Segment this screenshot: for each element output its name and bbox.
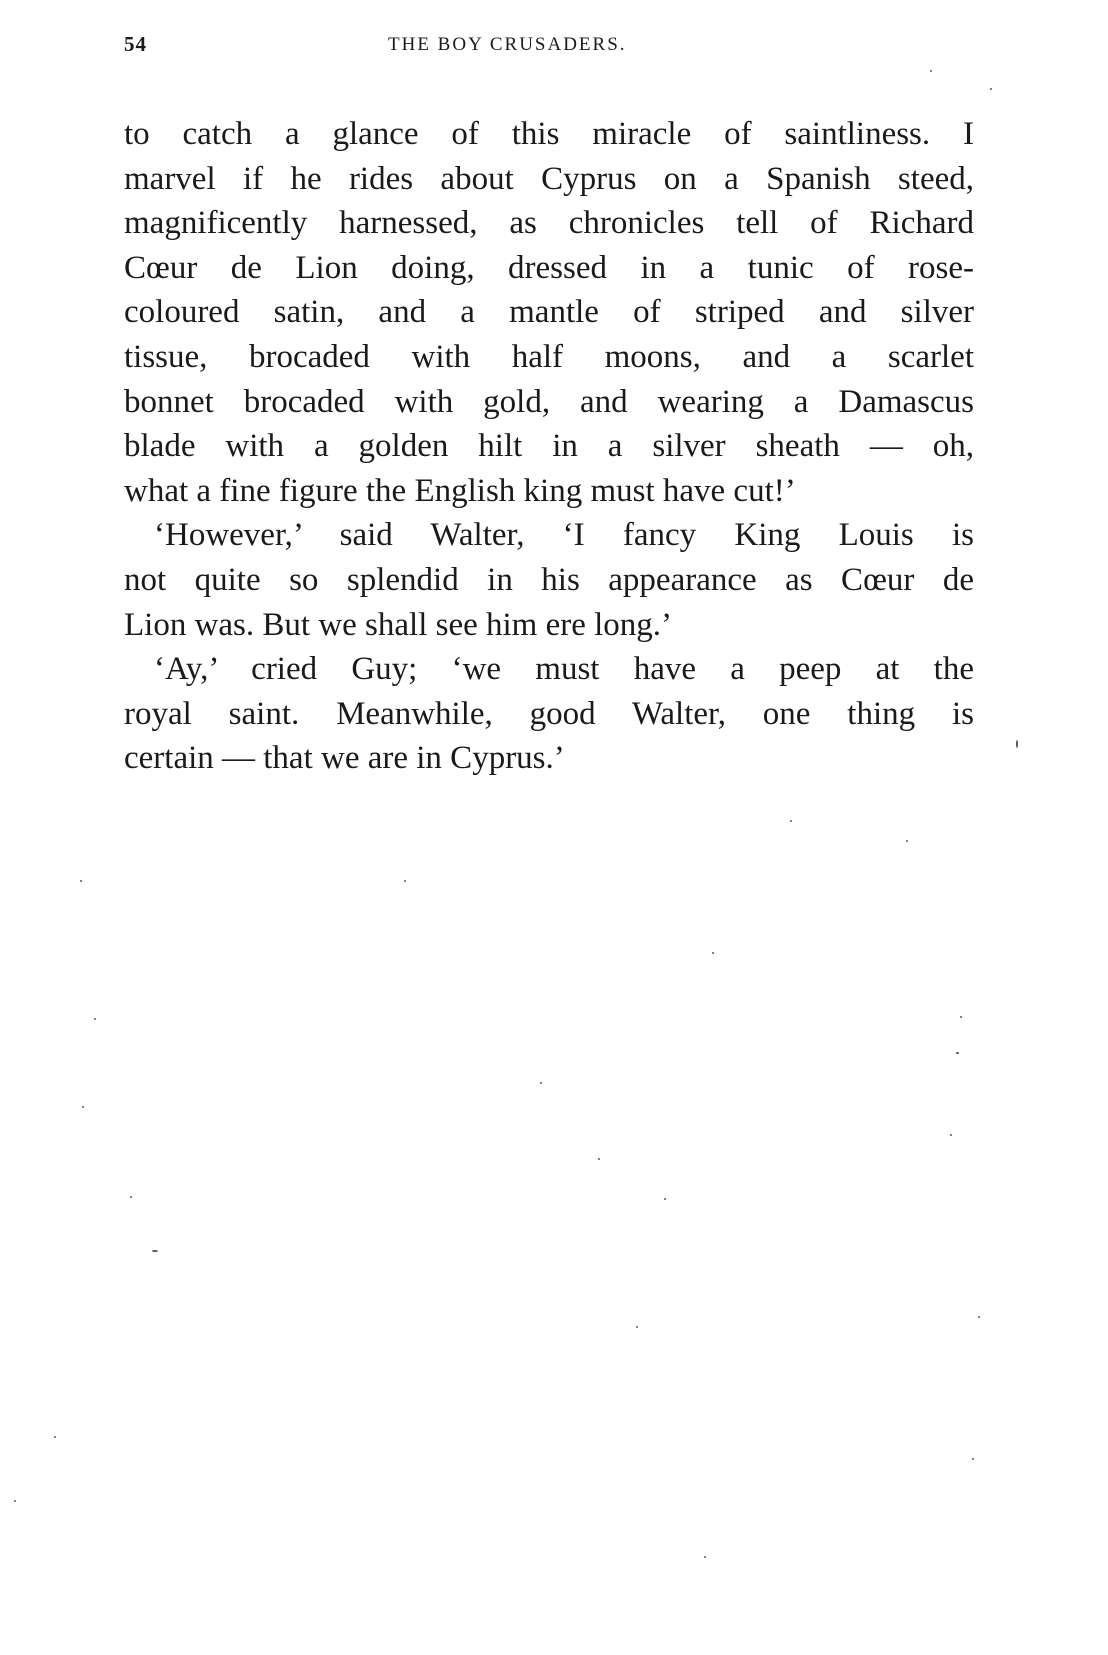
text-line: blade with a golden hilt in a silver sheath — oh, [124,428,974,465]
scan-speck [950,1134,952,1136]
scan-speck [712,952,714,954]
scan-speck [80,880,82,882]
scan-speck [930,70,932,72]
running-head [124,30,1024,70]
body-text [124,112,974,781]
scan-speck [960,1016,962,1018]
text-line: coloured satin, and a mantle of striped and silver [124,294,974,331]
scan-speck [636,1326,638,1328]
scan-speck [972,1458,974,1460]
scan-speck [94,1018,96,1020]
scan-speck [906,840,908,842]
scan-speck [990,88,992,90]
scan-speck [152,1250,158,1252]
text-line: magnificently harnessed, as chronicles tell of Richard [124,205,974,242]
paragraph-2 [124,513,974,647]
text-line: royal saint. Meanwhile, good Walter, one thing is [124,695,974,732]
scan-speck [704,1556,706,1558]
text-line: to catch a glance of this miracle of saintliness. I [124,116,974,152]
text-line: tissue, brocaded with half moons, and a scarlet [124,338,974,375]
scan-speck [598,1158,600,1160]
scan-speck [540,1082,542,1084]
scan-speck [54,1436,56,1438]
text-line: marvel if he rides about Cyprus on a Spanish steed, [124,160,974,197]
paragraph-3 [124,647,974,781]
running-title: THE BOY CRUSADERS. [388,34,627,55]
text-line: ‘Ay,’ cried Guy; ‘we must have a peep at the [154,651,974,688]
text-line: Cœur de Lion doing, dressed in a tunic of rose- [124,249,974,286]
scan-speck [956,1052,959,1054]
scan-speck [82,1106,84,1108]
scan-speck [130,1196,132,1198]
scan-speck [14,1500,16,1502]
scan-speck [790,820,792,822]
scan-speck [664,1198,666,1200]
text-line: ‘However,’ said Walter, ‘I fancy King Louis is [154,517,974,554]
scan-speck [1016,740,1018,748]
text-line: certain — that we are in Cyprus.’ [124,740,565,777]
text-line: not quite so splendid in his appearance as Cœur de [124,561,974,598]
page-number: 54 [124,32,147,56]
paragraph-1 [124,112,974,513]
text-line: Lion was. But we shall see him ere long.’ [124,606,673,643]
text-line: what a fine figure the English king must have cut!’ [124,472,796,509]
scan-speck [404,880,406,882]
text-line: bonnet brocaded with gold, and wearing a Damascus [124,383,974,420]
scan-speck [978,1316,980,1318]
